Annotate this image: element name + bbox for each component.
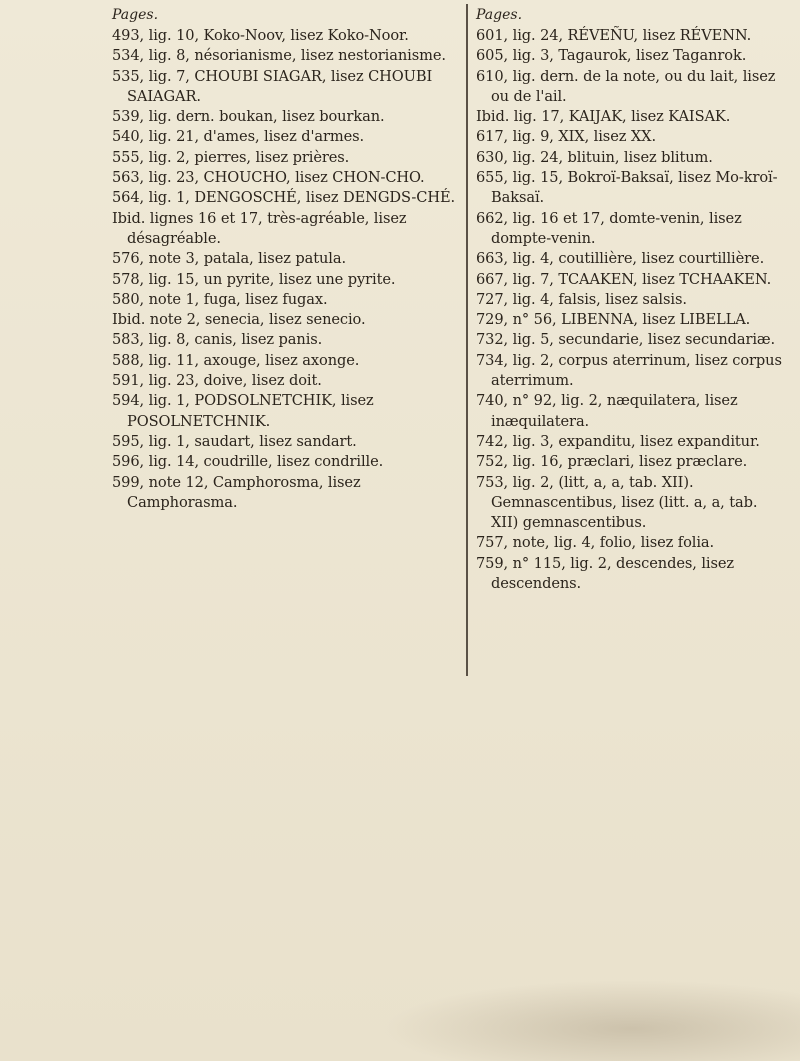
errata-entry: 630, lig. 24, blituin, lisez blitum. bbox=[476, 148, 713, 166]
left-errata-list bbox=[112, 26, 456, 513]
errata-entry: 662, lig. 16 et 17, domte-venin, lisez dompte-venin. bbox=[476, 209, 742, 247]
right-errata-list bbox=[476, 26, 788, 594]
errata-entry: 752, lig. 16, præclari, lisez præclare. bbox=[476, 453, 748, 471]
errata-entry: 655, lig. 15, Bokroï-Baksaï, lisez Mo-kroï-Baksaï. bbox=[476, 169, 778, 207]
errata-entry: 591, lig. 23, doive, lisez doit. bbox=[112, 372, 322, 390]
errata-entry: Ibid. lignes 16 et 17, très-agréable, lisez désagréable. bbox=[112, 209, 407, 247]
errata-entry: Ibid. lig. 17, KAIJAK, lisez KAISAK. bbox=[476, 108, 731, 126]
left-column-heading: Pages. bbox=[112, 7, 159, 23]
errata-entry: Ibid. note 2, senecia, lisez senecio. bbox=[112, 311, 366, 329]
right-column bbox=[476, 4, 788, 594]
errata-entry: 583, lig. 8, canis, lisez panis. bbox=[112, 331, 323, 349]
errata-entry: 564, lig. 1, DENGOSCHÉ, lisez DENGDS-CHÉ. bbox=[112, 189, 456, 207]
errata-entry: 740, n° 92, lig. 2, næquilatera, lisez inæquilatera. bbox=[476, 392, 738, 430]
errata-entry: 601, lig. 24, RÉVEÑU, lisez RÉVENN. bbox=[476, 27, 752, 44]
errata-entry: 617, lig. 9, XIX, lisez XX. bbox=[476, 128, 656, 146]
errata-entry: 540, lig. 21, d'ames, lisez d'armes. bbox=[112, 128, 365, 146]
errata-entry: 729, n° 56, LIBENNA, lisez LIBELLA. bbox=[476, 311, 751, 329]
errata-entry: 727, lig. 4, falsis, lisez salsis. bbox=[476, 290, 687, 308]
errata-entry: 493, lig. 10, Koko-Noov, lisez Koko-Noor. bbox=[112, 27, 409, 44]
errata-entry: 534, lig. 8, nésorianisme, lisez nestorianisme. bbox=[112, 47, 446, 65]
errata-entry: 599, note 12, Camphorosma, lisez Camphorasma. bbox=[112, 473, 361, 511]
column-divider bbox=[466, 4, 468, 676]
errata-entry: 605, lig. 3, Tagaurok, lisez Taganrok. bbox=[476, 47, 747, 65]
errata-entry: 742, lig. 3, expanditu, lisez expanditur. bbox=[476, 432, 760, 450]
left-column bbox=[112, 4, 456, 513]
errata-entry: 576, note 3, patala, lisez patula. bbox=[112, 250, 346, 268]
errata-entry: 732, lig. 5, secundarie, lisez secundariæ. bbox=[476, 331, 776, 349]
errata-entry: 757, note, lig. 4, folio, lisez folia. bbox=[476, 534, 715, 552]
errata-entry: 610, lig. dern. de la note, ou du lait, lisez ou de l'ail. bbox=[476, 67, 776, 105]
errata-entry: 595, lig. 1, saudart, lisez sandart. bbox=[112, 432, 357, 450]
right-column-heading: Pages. bbox=[476, 7, 523, 23]
errata-entry: 663, lig. 4, coutillière, lisez courtillière. bbox=[476, 250, 765, 268]
errata-entry: 555, lig. 2, pierres, lisez prières. bbox=[112, 148, 350, 166]
errata-entry: 535, lig. 7, CHOUBI SIAGAR, lisez CHOUBI SAIAGAR. bbox=[112, 67, 433, 105]
errata-entry: 753, lig. 2, (litt, a, a, tab. XII). Gemnascentibus, lisez (litt. a, a, tab. XII) gemnascentibus. bbox=[476, 473, 758, 532]
errata-entry: 578, lig. 15, un pyrite, lisez une pyrite. bbox=[112, 270, 396, 288]
errata-entry: 594, lig. 1, PODSOLNETCHIK, lisez POSOLNETCHNIK. bbox=[112, 392, 374, 430]
errata-entry: 539, lig. dern. boukan, lisez bourkan. bbox=[112, 108, 385, 126]
paper-stain bbox=[380, 980, 800, 1061]
errata-entry: 734, lig. 2, corpus aterrinum, lisez corpus aterrimum. bbox=[476, 351, 782, 390]
errata-entry: 580, note 1, fuga, lisez fugax. bbox=[112, 290, 328, 308]
errata-entry: 667, lig. 7, TCAAKEN, lisez TCHAAKEN. bbox=[476, 270, 772, 288]
errata-entry: 759, n° 115, lig. 2, descendes, lisez descendens. bbox=[476, 554, 734, 593]
errata-entry: 596, lig. 14, coudrille, lisez condrille. bbox=[112, 453, 384, 471]
errata-entry: 588, lig. 11, axouge, lisez axonge. bbox=[112, 351, 360, 369]
errata-entry: 563, lig. 23, CHOUCHO, lisez CHON-CHO. bbox=[112, 169, 425, 187]
